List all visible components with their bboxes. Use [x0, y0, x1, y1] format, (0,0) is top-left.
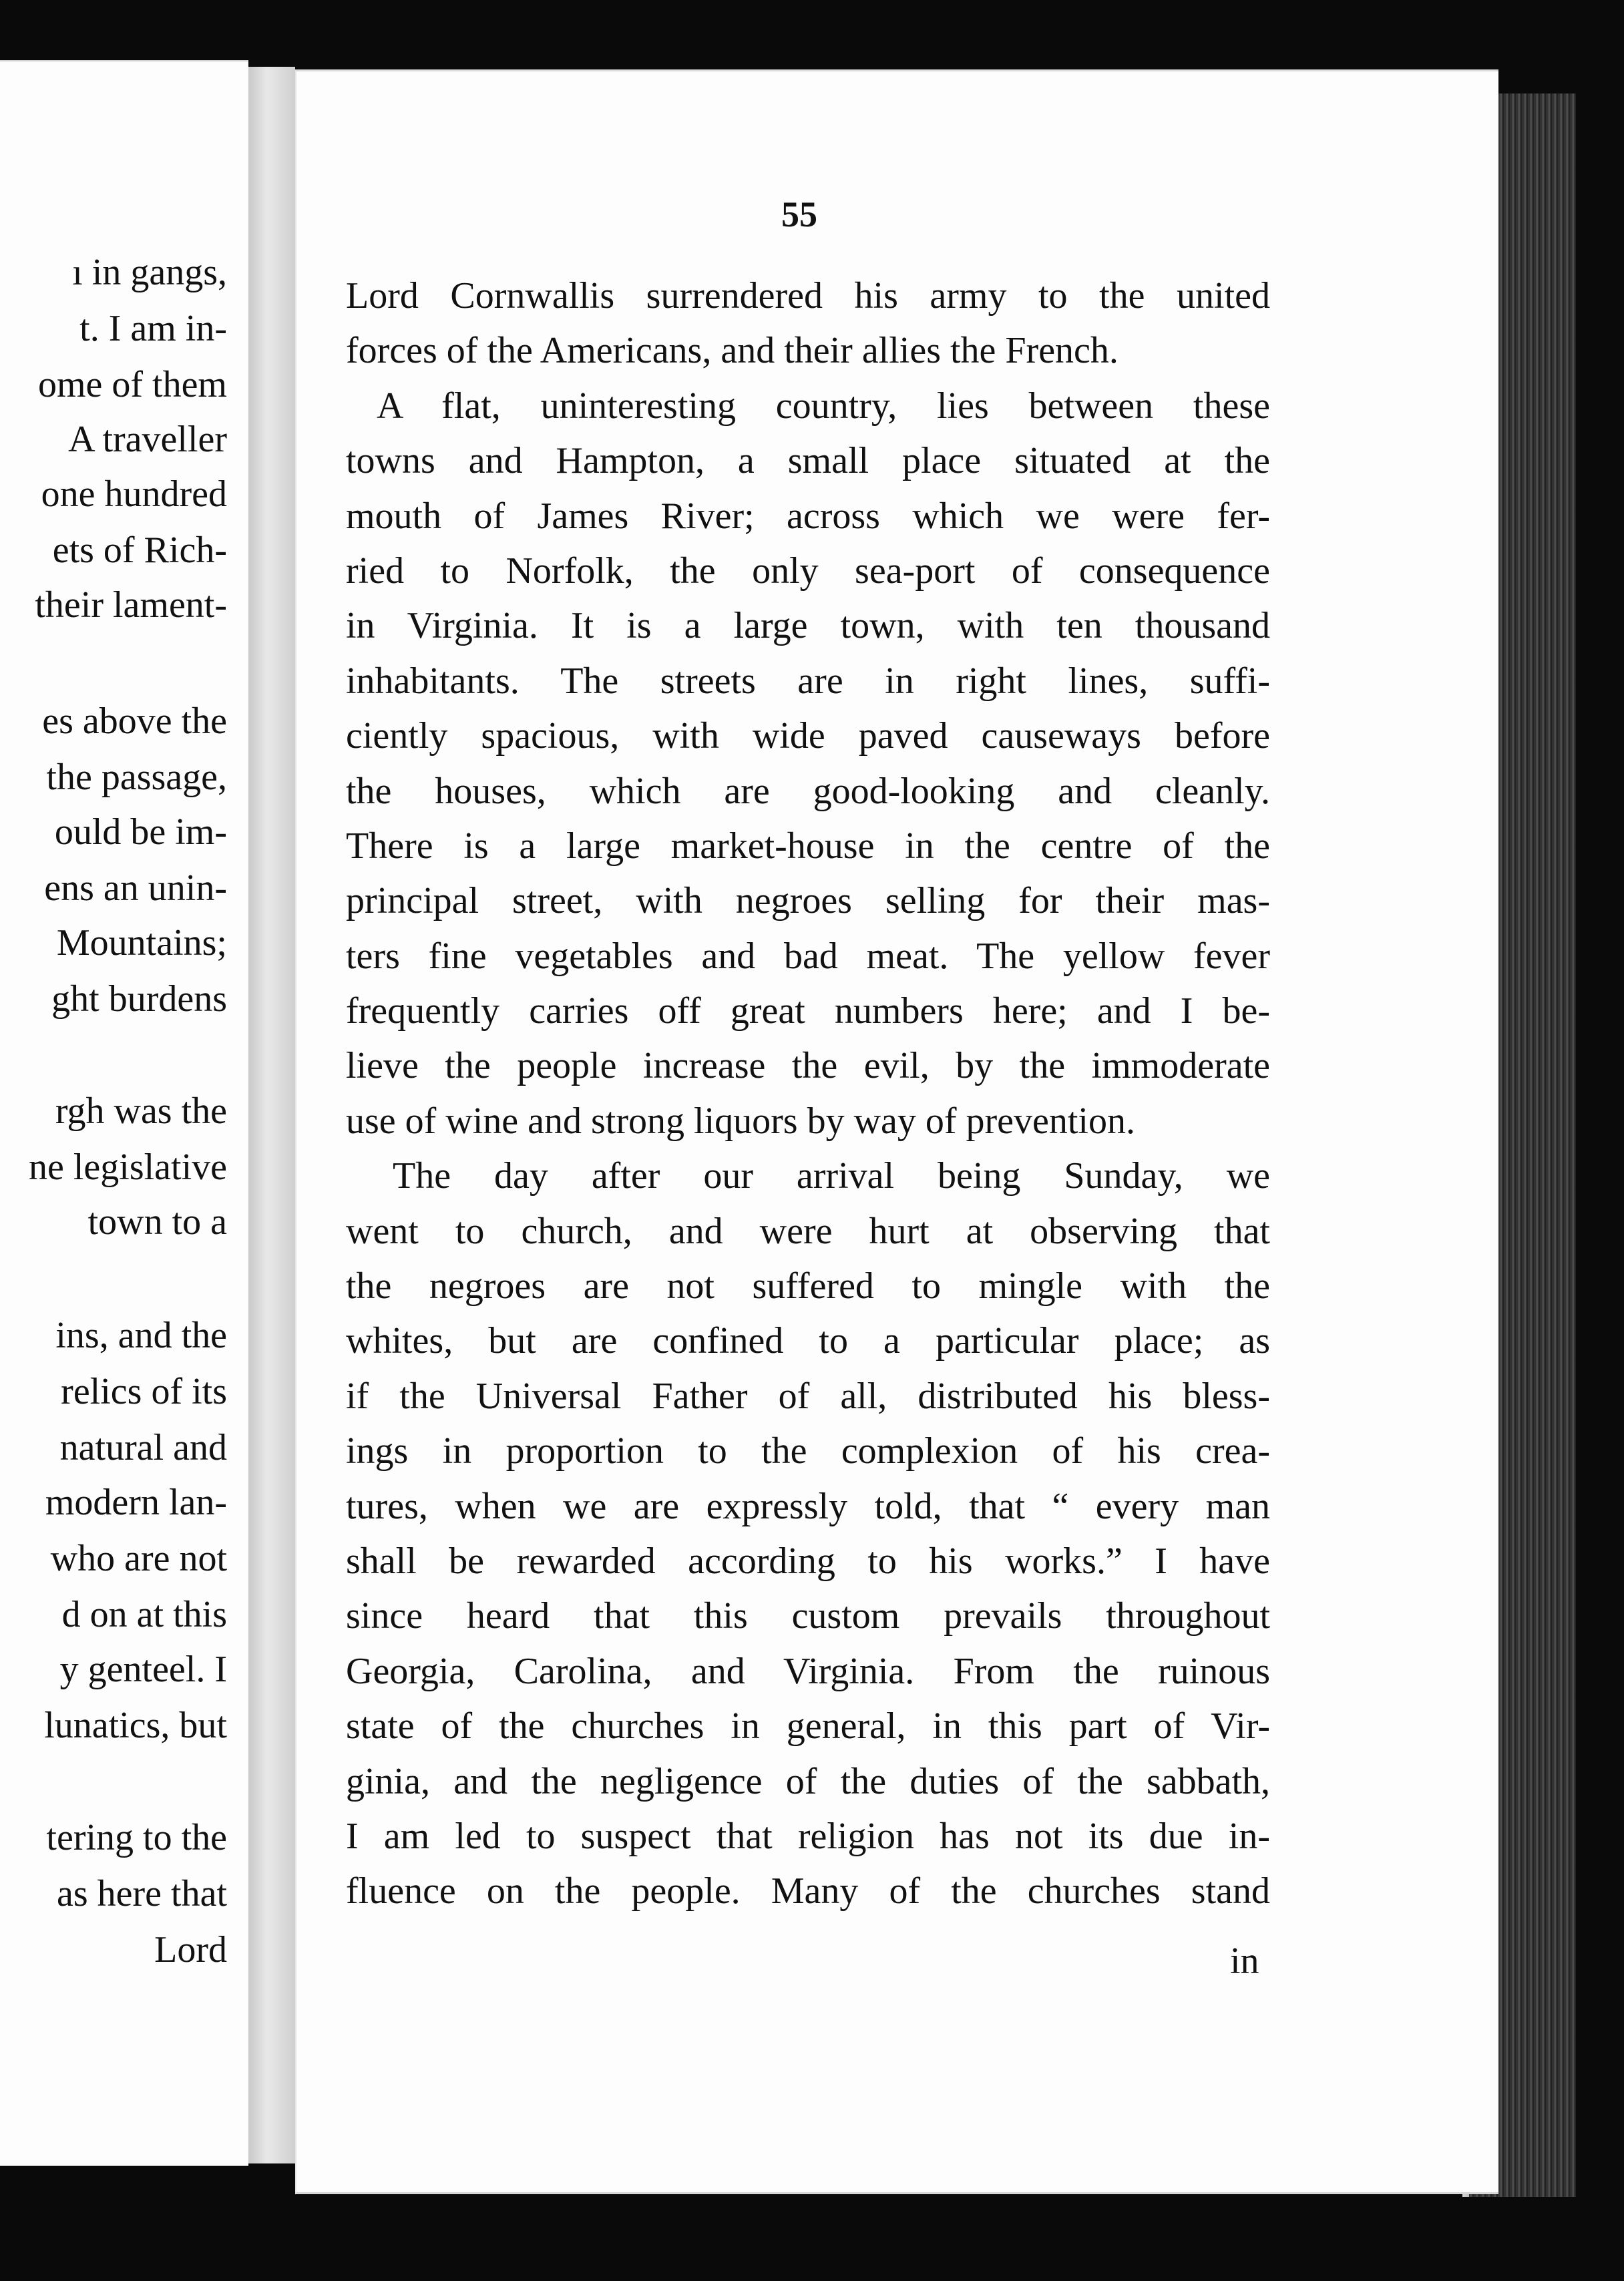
text-line: ters fine vegetables and bad meat. The yellow fever — [346, 935, 1270, 977]
left-page-line: natural and — [59, 1427, 227, 1468]
left-page-line: rgh was the — [55, 1090, 227, 1132]
text-line: use of wine and strong liquors by way of prevention. — [346, 1100, 1135, 1142]
text-line: if the Universal Father of all, distributed his bless- — [346, 1375, 1270, 1417]
text-line: state of the churches in general, in this part of Vir- — [346, 1705, 1270, 1747]
text-line: ried to Norfolk, the only sea-port of consequence — [346, 550, 1270, 592]
left-page-line: their lament- — [35, 584, 227, 626]
text-line: Georgia, Carolina, and Virginia. From the ruinous — [346, 1650, 1270, 1692]
text-line: fluence on the people. Many of the churches stand — [346, 1870, 1270, 1912]
left-page-line: the passage, — [46, 757, 227, 798]
text-line: the houses, which are good-looking and cleanly. — [346, 770, 1270, 812]
left-page-line: ome of them — [37, 364, 227, 405]
left-page-line: ets of Rich- — [52, 530, 227, 571]
left-page-line: tering to the — [46, 1817, 227, 1858]
text-line: Lord Cornwallis surrendered his army to the united — [346, 275, 1270, 317]
catchword: in — [1230, 1940, 1259, 1982]
text-line: whites, but are confined to a particular place; as — [346, 1320, 1270, 1362]
left-page-line: Mountains; — [56, 922, 227, 964]
left-page-line: t. I am in- — [79, 308, 227, 349]
page-number: 55 — [781, 194, 817, 234]
left-page-line: y genteel. I — [59, 1649, 227, 1690]
page-body-text — [346, 268, 1270, 1919]
text-line: There is a large market-house in the centre of the — [346, 825, 1270, 867]
left-page-line: Lord — [154, 1929, 227, 1971]
text-line: in Virginia. It is a large town, with ten thousand — [346, 605, 1270, 647]
text-line: forces of the Americans, and their allies the French. — [346, 330, 1119, 372]
text-line: The day after our arrival being Sunday, we — [393, 1155, 1270, 1197]
left-page-line: ould be im- — [54, 811, 227, 853]
left-page-line: modern lan- — [45, 1482, 227, 1523]
text-line: shall be rewarded according to his works.” I have — [346, 1540, 1270, 1582]
left-page-gutter — [248, 67, 295, 2163]
text-line: lieve the people increase the evil, by the immoderate — [346, 1045, 1270, 1087]
text-line: ginia, and the negligence of the duties of the sabbath, — [346, 1760, 1270, 1802]
text-line: principal street, with negroes selling for their mas- — [346, 880, 1270, 922]
text-line: since heard that this custom prevails throughout — [346, 1595, 1270, 1637]
text-line: ciently spacious, with wide paved causeways before — [346, 715, 1270, 757]
text-line: A flat, uninteresting country, lies between these — [377, 385, 1270, 427]
left-page-line: one hundred — [41, 473, 227, 515]
text-line: inhabitants. The streets are in right lines, suffi- — [346, 660, 1270, 702]
left-page-line: d on at this — [61, 1594, 227, 1635]
text-line: went to church, and were hurt at observing that — [346, 1210, 1270, 1252]
left-page-line: who are not — [50, 1538, 227, 1579]
left-page-line: as here that — [57, 1873, 227, 1914]
left-page-line: ens an unin- — [44, 867, 227, 909]
left-page-line: es above the — [42, 700, 227, 742]
text-line: ings in proportion to the complexion of his crea- — [346, 1430, 1270, 1472]
left-page-line: A traveller — [68, 419, 227, 460]
left-page-line: ne legislative — [28, 1147, 227, 1188]
left-page-line: ı in gangs, — [72, 252, 227, 293]
left-page-line: relics of its — [61, 1371, 227, 1412]
left-page-line: ins, and the — [55, 1315, 227, 1356]
text-line: frequently carries off great numbers here; and I be- — [346, 990, 1270, 1032]
text-line: towns and Hampton, a small place situated at the — [346, 440, 1270, 482]
left-page-line: lunatics, but — [44, 1705, 227, 1746]
left-page-line: town to a — [87, 1201, 227, 1243]
left-page-line: ght burdens — [51, 978, 227, 1020]
text-line: I am led to suspect that religion has not its due in- — [346, 1815, 1270, 1857]
text-line: tures, when we are expressly told, that “ every man — [346, 1485, 1270, 1527]
text-line: mouth of James River; across which we were fer- — [346, 495, 1270, 537]
text-line: the negroes are not suffered to mingle with the — [346, 1265, 1270, 1307]
